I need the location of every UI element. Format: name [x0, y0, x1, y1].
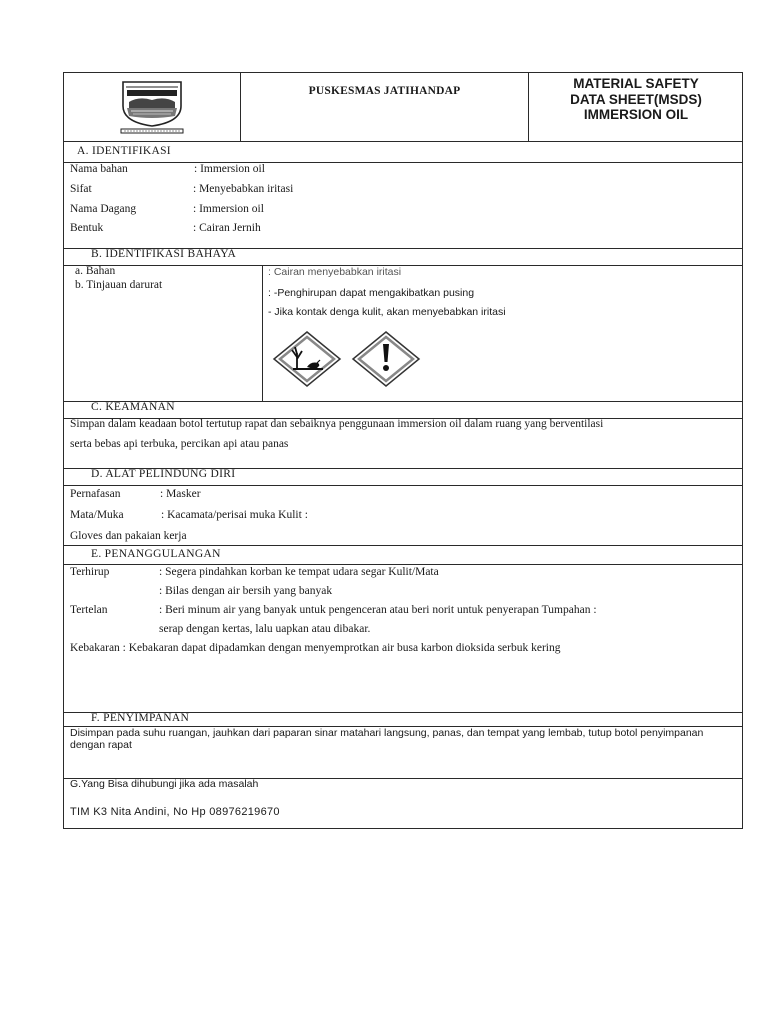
coat-of-arms-icon — [115, 78, 189, 136]
section-g-title: G.Yang Bisa dihubungi jika ada masalah — [70, 778, 259, 790]
response-label: Terhirup — [70, 566, 110, 578]
identity-label: Nama Dagang — [70, 203, 137, 215]
section-d-title: D. ALAT PELINDUNG DIRI — [91, 468, 236, 480]
doc-title-line1: MATERIAL SAFETY — [573, 76, 699, 91]
doc-title — [529, 76, 743, 123]
identity-label: Sifat — [70, 183, 92, 195]
hazard-value: : -Penghirupan dapat mengakibatkan pusing — [268, 287, 475, 299]
identity-value: : Menyebabkan iritasi — [193, 183, 294, 195]
logo — [115, 78, 189, 136]
doc-title-line2: DATA SHEET(MSDS) — [570, 91, 702, 107]
identity-value: : Immersion oil — [193, 203, 264, 215]
org-name: PUSKESMAS JATIHANDAP — [308, 85, 461, 97]
org-cell — [240, 72, 529, 142]
hazard-label: a. Bahan — [75, 265, 116, 277]
section-b-title: B. IDENTIFIKASI BAHAYA — [91, 248, 237, 260]
contact-info: TIM K3 Nita Andini, No Hp 08976219670 — [70, 806, 280, 818]
hazard-value: - Jika kontak denga kulit, akan menyebabkan iritasi — [268, 306, 506, 318]
section-a-title: A. IDENTIFIKASI — [77, 145, 171, 157]
ppe-value: : Masker — [160, 488, 201, 500]
response-value: : Beri minum air yang banyak untuk pengenceran atau beri norit untuk penyerapan Tumpahan : — [159, 604, 597, 616]
fire-response: Kebakaran : Kebakaran dapat dipadamkan dengan menyemprotkan air busa karbon dioksida serbuk kering — [70, 642, 561, 654]
identity-label: Nama bahan — [70, 163, 128, 175]
section-e-title: E. PENANGGULANGAN — [91, 548, 221, 560]
section-c-title: C. KEAMANAN — [91, 401, 175, 413]
section-a-body — [63, 162, 743, 249]
identity-value: : Cairan Jernih — [193, 222, 261, 234]
response-label: Tertelan — [70, 604, 108, 616]
safety-text: serta bebas api terbuka, percikan api atau panas — [70, 438, 289, 450]
environment-hazard-icon — [271, 329, 343, 389]
storage-text: Disimpan pada suhu ruangan, jauhkan dari paparan sinar matahari langsung, panas, dan tempat yang lembab, tutup botol penyimpanan dengan rapat — [70, 727, 704, 752]
response-value: : Bilas dengan air bersih yang banyak — [159, 585, 333, 597]
doc-title-line3: IMMERSION OIL — [583, 107, 689, 123]
section-f-title: F. PENYIMPANAN — [91, 712, 190, 724]
response-value: serap dengan kertas, lalu uapkan atau dibakar. — [159, 623, 371, 635]
ppe-label: Pernafasan — [70, 488, 121, 500]
ppe-label: Mata/Muka — [70, 509, 124, 521]
ppe-value: : Kacamata/perisai muka Kulit : — [161, 509, 308, 521]
safety-text: Simpan dalam keadaan botol tertutup rapat dan sebaiknya penggunaan immersion oil dalam ruang yang berventilasi — [70, 418, 604, 430]
identity-label: Bentuk — [70, 222, 104, 234]
ppe-text: Gloves dan pakaian kerja — [70, 530, 187, 542]
response-value: : Segera pindahkan korban ke tempat udara segar Kulit/Mata — [159, 566, 439, 578]
section-b-divider — [262, 265, 263, 402]
exclamation-hazard-icon — [350, 329, 422, 389]
hazard-value: : Cairan menyebabkan iritasi — [268, 266, 402, 278]
identity-value: : Immersion oil — [194, 163, 265, 175]
hazard-label: b. Tinjauan darurat — [75, 279, 163, 291]
